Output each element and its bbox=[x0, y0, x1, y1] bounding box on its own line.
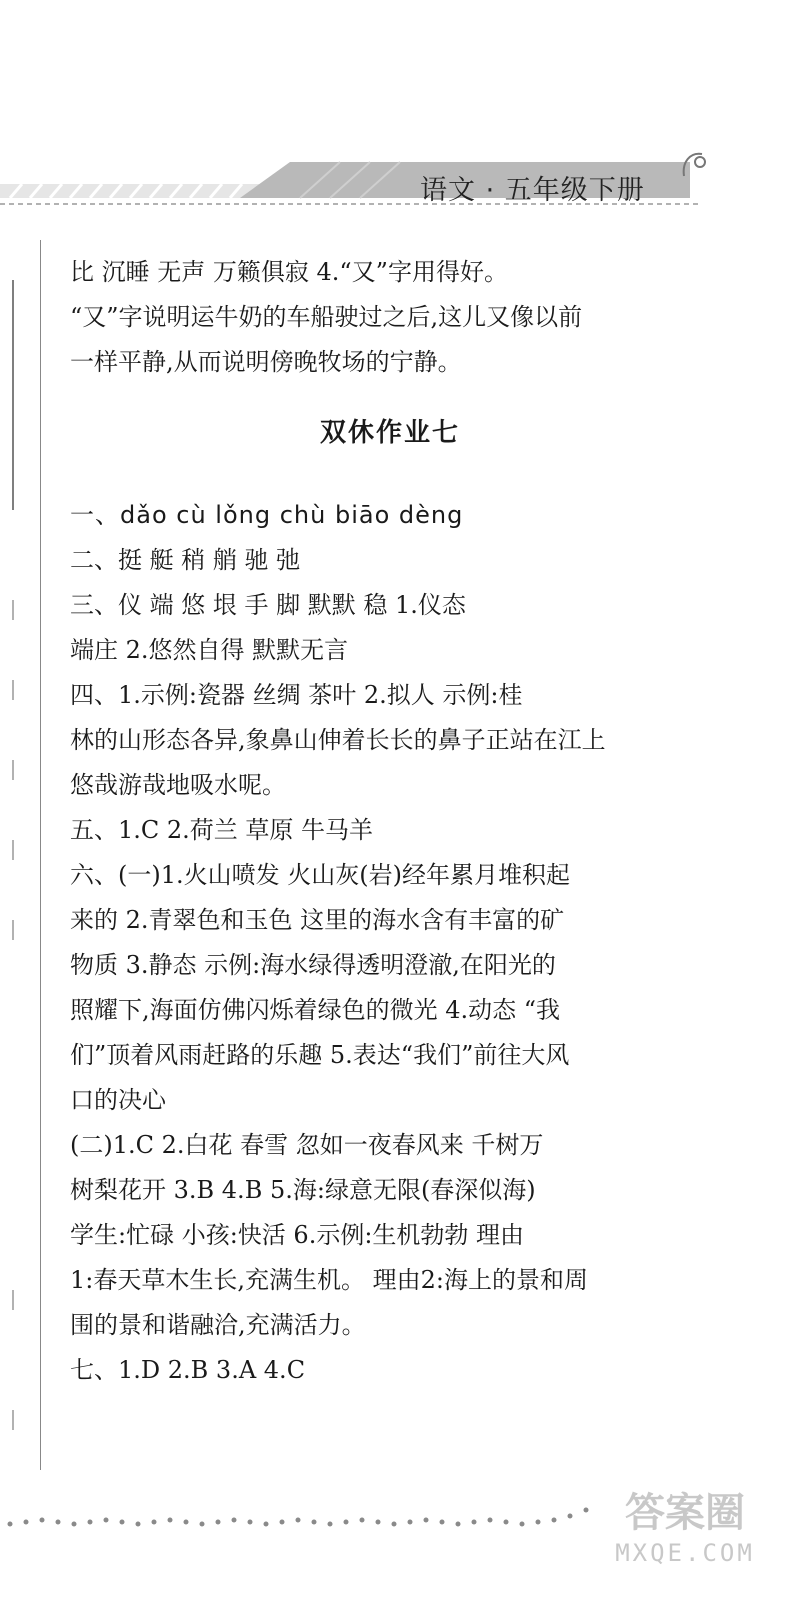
answer-line: 悠哉游哉地吸水呢。 bbox=[70, 771, 286, 799]
answer-line: 二、挺 艇 稍 艄 驰 弛 bbox=[70, 546, 301, 574]
intro-line: “又”字说明运牛奶的车船驶过之后,这儿又像以前 bbox=[70, 303, 583, 331]
answer-line: 围的景和谐融洽,充满活力。 bbox=[70, 1311, 366, 1339]
answer-line: 们”顶着风雨赶路的乐趣 5.表达“我们”前往大风 bbox=[70, 1041, 570, 1069]
page-header-title: 语文 · 五年级下册 bbox=[420, 175, 645, 206]
answer-line: 来的 2.青翠色和玉色 这里的海水含有丰富的矿 bbox=[70, 906, 565, 934]
answer-line: 六、(一)1.火山喷发 火山灰(岩)经年累月堆积起 bbox=[70, 861, 570, 889]
margin-rule bbox=[40, 240, 41, 1470]
answer-line: 树梨花开 3.B 4.B 5.海:绿意无限(春深似海) bbox=[70, 1176, 536, 1204]
watermark-name: 答案圈 bbox=[625, 1490, 745, 1536]
corner-curl-icon bbox=[680, 150, 706, 184]
answer-line: 林的山形态各异,象鼻山伸着长长的鼻子正站在江上 bbox=[70, 726, 606, 754]
answer-line: 照耀下,海面仿佛闪烁着绿色的微光 4.动态 “我 bbox=[70, 996, 561, 1024]
answer-line: 1:春天草木生长,充满生机。 理由2:海上的景和周 bbox=[70, 1266, 588, 1294]
watermark-site: MXQE.COM bbox=[615, 1539, 755, 1567]
answer-line: 学生:忙碌 小孩:快活 6.示例:生机勃勃 理由 bbox=[70, 1221, 525, 1249]
answer-line: 五、1.C 2.荷兰 草原 牛马羊 bbox=[70, 816, 374, 844]
answer-line: 七、1.D 2.B 3.A 4.C bbox=[70, 1356, 306, 1384]
answer-line: 物质 3.静态 示例:海水绿得透明澄澈,在阳光的 bbox=[70, 951, 556, 979]
answer-line: 端庄 2.悠然自得 默默无言 bbox=[70, 636, 349, 664]
answer-line: (二)1.C 2.白花 春雪 忽如一夜春风来 千树万 bbox=[70, 1131, 544, 1159]
watermark-logo bbox=[590, 1488, 780, 1598]
margin-tick-marks bbox=[8, 260, 18, 1460]
answer-line: 口的决心 bbox=[70, 1086, 166, 1114]
answer-line: 三、仪 端 悠 垠 手 脚 默默 稳 1.仪态 bbox=[70, 591, 466, 619]
answer-line: 四、1.示例:瓷器 丝绸 茶叶 2.拟人 示例:桂 bbox=[70, 681, 523, 709]
intro-line: 一样平静,从而说明傍晚牧场的宁静。 bbox=[70, 348, 462, 376]
footer-dot-border bbox=[0, 1480, 600, 1540]
answer-content bbox=[70, 250, 710, 1393]
intro-line: 比 沉睡 无声 万籁俱寂 4.“又”字用得好。 bbox=[70, 258, 508, 286]
section-title: 双休作业七 bbox=[319, 418, 460, 448]
answer-line: 一、dǎo cù lǒng chù biāo dèng bbox=[70, 501, 464, 529]
